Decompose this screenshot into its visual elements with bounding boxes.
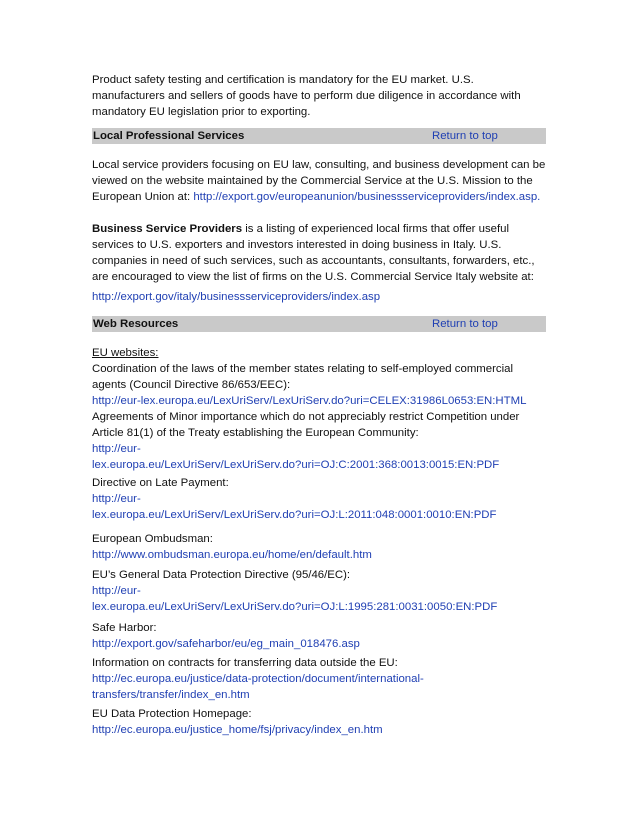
- resource-link[interactable]: http://ec.europa.eu/justice/data-protection/document/international- transfers/transfer/index_en.htm: [92, 673, 424, 701]
- italy-service-providers-link[interactable]: http://export.gov/italy/businessserviceproviders/index.asp: [92, 291, 381, 303]
- section-bar-local-services: [92, 128, 546, 144]
- resource-label: Safe Harbor:: [92, 622, 157, 634]
- eu-mission-service-providers-link[interactable]: http://export.gov/europeanunion/businessserviceproviders/index.asp.: [193, 191, 541, 203]
- resource-item-1: [92, 409, 548, 473]
- return-to-top-link[interactable]: Return to top: [432, 318, 498, 330]
- local-services-text: Local service providers focusing on EU law, consulting, and business development can be viewed on the website maintained by the Commercial Service at the U.S. Mission to the European Union at:: [92, 159, 546, 203]
- resource-label: Agreements of Minor importance which do not appreciably restrict Competition under Article 81(1) of the Treaty establishing the European Community:: [92, 411, 520, 439]
- section-heading-web-resources: Web Resources: [93, 318, 179, 330]
- resource-label: EU Data Protection Homepage:: [92, 708, 252, 720]
- resource-label: EU’s General Data Protection Directive (95/46/EC):: [92, 569, 351, 581]
- section-heading-local-services: Local Professional Services: [93, 130, 245, 142]
- italy-service-providers-url: [92, 289, 548, 305]
- intro-paragraph: Product safety testing and certification is mandatory for the EU market. U.S. manufacturers and sellers of goods have to perform due diligence in accordance with mandatory EU legislation prior to exporting.: [92, 74, 521, 118]
- local-services-paragraph: [92, 157, 548, 205]
- section-bar-web-resources: [92, 316, 546, 332]
- resource-label: Coordination of the laws of the member states relating to self-employed commercial agents (Council Directive 86/653/EEC):: [92, 363, 514, 391]
- bsp-text: is a listing of experienced local firms that offer useful services to U.S. exporters and investors interested in doing business in Italy. U.S. companies in need of such services, such as accountants, consultants, forwarders, etc., are encouraged to view the list of firms on the U.S. Commercial Service Italy website at:: [92, 223, 535, 283]
- resource-link[interactable]: http://www.ombudsman.europa.eu/home/en/default.htm: [92, 549, 372, 561]
- resource-link[interactable]: http://ec.europa.eu/justice_home/fsj/privacy/index_en.htm: [92, 724, 383, 736]
- resource-link[interactable]: http://eur-lex.europa.eu/LexUriServ/LexUriServ.do?uri=CELEX:31986L0653:EN:HTML: [92, 395, 527, 407]
- resource-label: Information on contracts for transferring data outside the EU:: [92, 657, 398, 669]
- resource-item-0: [92, 345, 548, 409]
- resource-link[interactable]: http://eur- lex.europa.eu/LexUriServ/LexUriServ.do?uri=OJ:C:2001:368:0013:0015:EN:PDF: [92, 443, 500, 471]
- return-to-top-link[interactable]: Return to top: [432, 130, 498, 142]
- resource-item-7: [92, 706, 548, 738]
- resource-item-3: [92, 531, 548, 563]
- resource-link[interactable]: http://eur- lex.europa.eu/LexUriServ/LexUriServ.do?uri=OJ:L:1995:281:0031:0050:EN:PDF: [92, 585, 498, 613]
- eu-websites-label: EU websites:: [92, 347, 159, 359]
- resource-item-4: [92, 567, 548, 615]
- bsp-paragraph: [92, 221, 548, 285]
- resource-link[interactable]: http://export.gov/safeharbor/eu/eg_main_018476.asp: [92, 638, 360, 650]
- resource-item-2: [92, 475, 548, 523]
- resource-label: Directive on Late Payment:: [92, 477, 229, 489]
- resource-label: European Ombudsman:: [92, 533, 213, 545]
- bsp-title: Business Service Providers: [92, 223, 243, 235]
- resource-item-6: [92, 655, 548, 703]
- resource-link[interactable]: http://eur- lex.europa.eu/LexUriServ/LexUriServ.do?uri=OJ:L:2011:048:0001:0010:EN:PDF: [92, 493, 497, 521]
- resource-item-5: [92, 620, 548, 652]
